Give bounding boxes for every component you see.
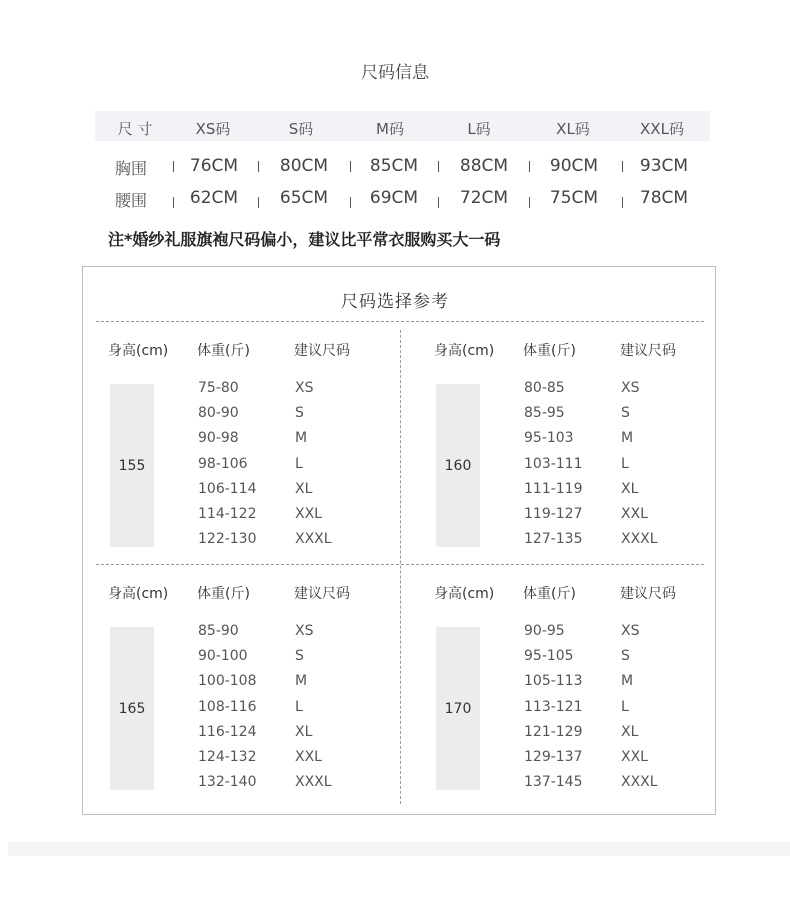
suggested-size: XS [621, 380, 640, 396]
weight-range: 85-90 [198, 623, 239, 639]
chest-tick [438, 161, 439, 172]
waist-tick [350, 197, 351, 208]
suggested-size: S [295, 648, 304, 665]
chest-tick [350, 161, 351, 172]
guide-column-divider [400, 330, 401, 804]
weight-range: 116-124 [198, 723, 257, 740]
suggested-size: L [621, 455, 629, 472]
suggested-size: M [621, 430, 634, 447]
weight-range: 129-137 [524, 749, 583, 765]
suggested-size: XXL [621, 506, 648, 522]
chest-tick [529, 161, 530, 172]
suggested-size: XL [621, 723, 639, 740]
waist-tick [622, 197, 623, 208]
size-header-xl: XL码 [556, 120, 590, 138]
size-header-s: S码 [288, 120, 314, 138]
suggested-size: XS [621, 623, 640, 639]
waist-tick [438, 197, 439, 208]
suggested-size: XL [295, 480, 313, 497]
weight-range: 122-130 [198, 531, 257, 548]
suggested-size: M [621, 673, 634, 690]
weight-range: 90-95 [524, 623, 565, 639]
weight-range: 90-100 [198, 648, 248, 665]
suggested-size: L [621, 698, 629, 715]
chest-l: 88CM [459, 156, 509, 176]
size-header-m: M码 [376, 120, 404, 138]
suggested-size: S [621, 648, 630, 665]
waist-xs: 62CM [189, 188, 239, 208]
weight-range: 114-122 [198, 506, 257, 522]
suggested-size: M [295, 430, 308, 447]
weight-range: 90-98 [198, 430, 239, 447]
weight-range: 113-121 [524, 698, 583, 715]
suggested-size: L [295, 698, 303, 715]
weight-range: 124-132 [198, 749, 257, 765]
guide-title-divider [96, 321, 704, 322]
suggested-size: XS [295, 623, 314, 639]
weight-range: 111-119 [524, 480, 583, 497]
chest-xs: 76CM [189, 156, 239, 176]
col-height-header: 身高(cm) [434, 586, 495, 602]
weight-range: 103-111 [524, 455, 583, 472]
suggested-size: XL [621, 480, 639, 497]
weight-range: 95-105 [524, 648, 574, 665]
suggested-size: L [295, 455, 303, 472]
suggested-size: XXXL [295, 531, 332, 548]
col-height-header: 身高(cm) [108, 343, 169, 359]
chest-label: 胸围 [115, 159, 148, 178]
suggested-size: XL [295, 723, 313, 740]
waist-m: 69CM [369, 188, 419, 208]
weight-range: 80-85 [524, 380, 565, 396]
suggested-size: XXXL [295, 774, 332, 791]
col-height-header: 身高(cm) [434, 343, 495, 359]
footer-strip [8, 842, 790, 856]
waist-l: 72CM [459, 188, 509, 208]
weight-range: 137-145 [524, 774, 583, 791]
size-header-xxl: XXL码 [640, 120, 684, 138]
size-header-label: 尺 寸 [117, 120, 153, 138]
height-value: 170 [444, 701, 472, 717]
size-note: 注*婚纱礼服旗袍尺码偏小，建议比平常衣服购买大一码 [108, 230, 501, 249]
suggested-size: XXXL [621, 531, 658, 548]
chest-tick [258, 161, 259, 172]
waist-tick [258, 197, 259, 208]
weight-range: 108-116 [198, 698, 257, 715]
suggested-size: XXL [295, 506, 322, 522]
waist-xxl: 78CM [639, 188, 689, 208]
weight-range: 100-108 [198, 673, 257, 690]
size-guide-title: 尺码选择参考 [341, 292, 449, 312]
col-weight-header: 体重(斤) [523, 586, 576, 602]
suggested-size: XXL [621, 749, 648, 765]
weight-range: 127-135 [524, 531, 583, 548]
suggested-size: XXL [295, 749, 322, 765]
height-value: 155 [118, 458, 146, 474]
col-weight-header: 体重(斤) [197, 586, 250, 602]
weight-range: 121-129 [524, 723, 583, 740]
weight-range: 106-114 [198, 480, 257, 497]
suggested-size: S [621, 405, 630, 422]
col-weight-header: 体重(斤) [523, 343, 576, 359]
waist-label: 腰围 [115, 191, 148, 210]
col-size-header: 建议尺码 [294, 586, 350, 602]
height-value: 160 [444, 458, 472, 474]
suggested-size: S [295, 405, 304, 422]
col-size-header: 建议尺码 [294, 343, 350, 359]
chest-s: 80CM [279, 156, 329, 176]
weight-range: 80-90 [198, 405, 239, 422]
chest-tick [622, 161, 623, 172]
suggested-size: XXXL [621, 774, 658, 791]
weight-range: 119-127 [524, 506, 583, 522]
chest-xxl: 93CM [639, 156, 689, 176]
col-weight-header: 体重(斤) [197, 343, 250, 359]
waist-s: 65CM [279, 188, 329, 208]
col-size-header: 建议尺码 [620, 586, 676, 602]
weight-range: 85-95 [524, 405, 565, 422]
weight-range: 132-140 [198, 774, 257, 791]
weight-range: 98-106 [198, 455, 248, 472]
size-header-xs: XS码 [195, 120, 231, 138]
weight-range: 95-103 [524, 430, 574, 447]
size-info-title: 尺码信息 [361, 63, 429, 83]
weight-range: 105-113 [524, 673, 583, 690]
chest-m: 85CM [369, 156, 419, 176]
col-size-header: 建议尺码 [620, 343, 676, 359]
suggested-size: XS [295, 380, 314, 396]
chest-xl: 90CM [549, 156, 599, 176]
waist-xl: 75CM [549, 188, 599, 208]
weight-range: 75-80 [198, 380, 239, 396]
size-header-l: L码 [467, 120, 491, 138]
height-value: 165 [118, 701, 146, 717]
suggested-size: M [295, 673, 308, 690]
waist-tick [529, 197, 530, 208]
col-height-header: 身高(cm) [108, 586, 169, 602]
